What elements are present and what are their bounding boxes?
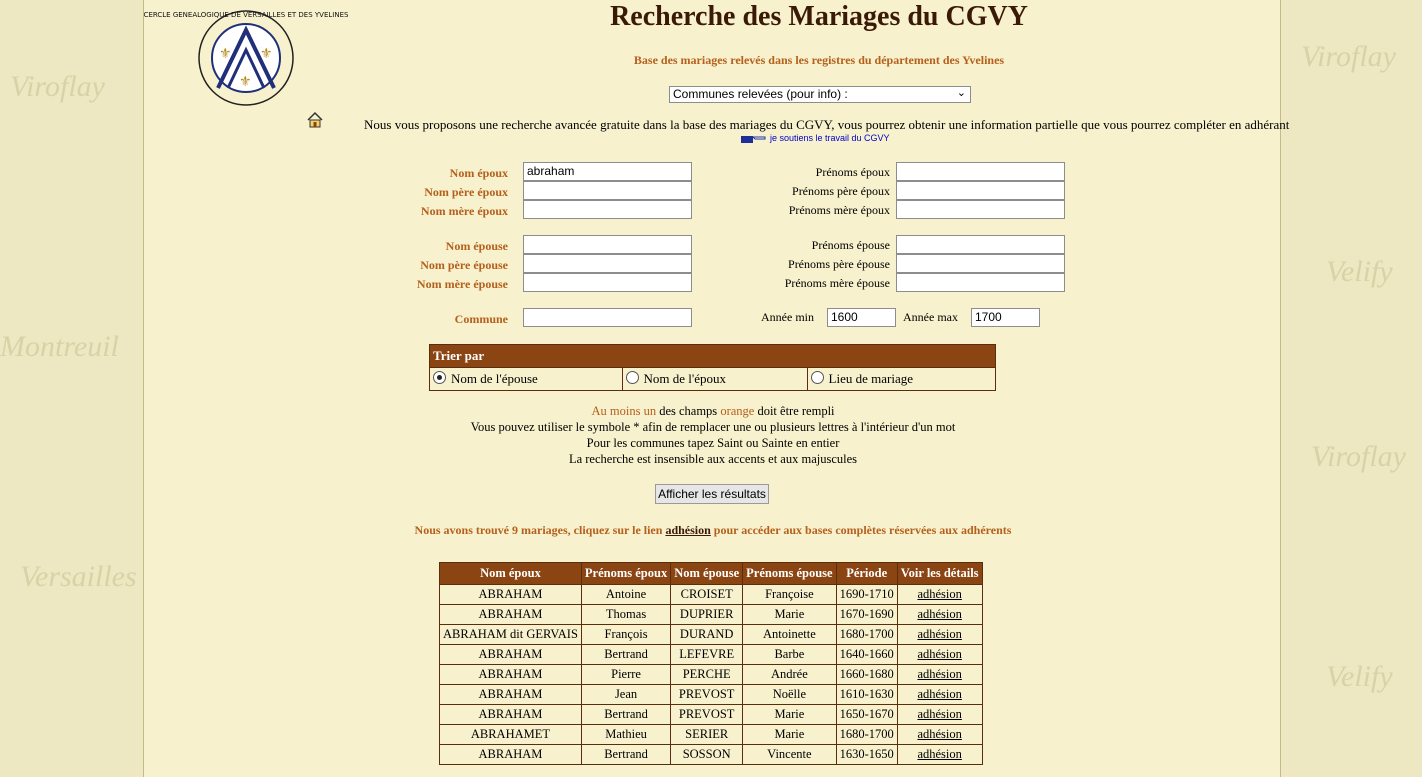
sort-option-label: Lieu de mariage <box>828 371 914 386</box>
help-line-3: Pour les communes tapez Saint ou Sainte en entier <box>586 436 840 450</box>
results-summary-text: Nous avons trouvé 9 mariages, cliquez sur le lien <box>414 523 666 537</box>
support-link-label: je soutiens le travail du CGVY <box>770 133 890 143</box>
help-highlight: Au moins un <box>591 404 657 418</box>
cell-nom-epoux: ABRAHAM <box>440 705 582 725</box>
cell-prenoms-epouse: Marie <box>743 705 836 725</box>
commune-input[interactable] <box>523 308 692 327</box>
table-row <box>440 585 983 605</box>
intro-text: Nous vous proposons une recherche avancée gratuite dans la base des mariages du CGVY, vous pourrez obtenir une information partielle que vous pourrez compléter en adhérant <box>364 117 1290 132</box>
nom-epouse-label: Nom épouse <box>445 239 508 253</box>
sort-option-label: Nom de l'épouse <box>451 371 538 386</box>
sort-option-nom-epouse[interactable] <box>430 368 623 391</box>
adhesion-link[interactable]: adhésion <box>917 747 962 761</box>
annee-min-input[interactable]: 1600 <box>827 308 896 327</box>
cell-nom-epoux: ABRAHAM dit GERVAIS <box>440 625 582 645</box>
adhesion-link[interactable]: adhésion <box>917 707 962 721</box>
cell-nom-epouse: LEFEVRE <box>671 645 743 665</box>
radio-icon[interactable] <box>626 371 639 384</box>
cell-prenoms-epouse: Françoise <box>743 585 836 605</box>
col-nom-epouse: Nom épouse <box>671 563 743 585</box>
cell-nom-epoux: ABRAHAM <box>440 745 582 765</box>
nom-pere-epouse-label: Nom père épouse <box>420 258 508 272</box>
cell-prenoms-epouse: Marie <box>743 725 836 745</box>
table-row <box>440 605 983 625</box>
cell-nom-epoux: ABRAHAM <box>440 665 582 685</box>
page-subtitle: Base des mariages relevés dans les registres du département des Yvelines <box>633 53 1005 67</box>
cell-prenoms-epouse: Barbe <box>743 645 836 665</box>
table-row <box>440 705 983 725</box>
map-decoration: Velify <box>1326 255 1393 288</box>
cell-prenoms-epoux: Jean <box>581 685 670 705</box>
cell-nom-epouse: PERCHE <box>671 665 743 685</box>
cell-details <box>897 605 982 625</box>
prenoms-pere-epoux-label: Prénoms père époux <box>792 184 890 198</box>
nom-mere-epoux-input[interactable] <box>523 200 692 219</box>
cell-nom-epouse: PREVOST <box>671 685 743 705</box>
help-highlight: orange <box>720 404 755 418</box>
map-decoration: Versailles <box>20 560 137 593</box>
table-row <box>440 625 983 645</box>
support-link[interactable] <box>741 133 890 144</box>
cell-details <box>897 705 982 725</box>
pointing-hand-icon <box>741 134 767 144</box>
right-background-map <box>1281 0 1422 777</box>
chevron-down-icon: ⌄ <box>956 87 966 99</box>
results-summary-text: pour accéder aux bases complètes réservées aux adhérents <box>710 523 1012 537</box>
cell-periode: 1660-1680 <box>836 665 897 685</box>
adhesion-link[interactable]: adhésion <box>917 607 962 621</box>
cell-details <box>897 685 982 705</box>
nom-mere-epouse-label: Nom mère épouse <box>416 277 508 291</box>
cell-prenoms-epoux: François <box>581 625 670 645</box>
sort-option-label: Nom de l'époux <box>643 371 726 386</box>
sort-options <box>429 344 996 391</box>
fleur-de-lis-icon: ⚜ <box>219 46 232 62</box>
annee-max-label: Année max <box>903 310 958 324</box>
cell-nom-epouse: PREVOST <box>671 705 743 725</box>
annee-max-input[interactable]: 1700 <box>971 308 1040 327</box>
communes-select-value: Communes relevées (pour info) : <box>673 87 848 101</box>
prenoms-epouse-input[interactable] <box>896 235 1065 254</box>
prenoms-mere-epoux-input[interactable] <box>896 200 1065 219</box>
map-decoration: Viroflay <box>10 70 105 103</box>
prenoms-epoux-label: Prénoms époux <box>815 165 890 179</box>
cell-details <box>897 665 982 685</box>
table-row <box>440 725 983 745</box>
cell-prenoms-epoux: Antoine <box>581 585 670 605</box>
prenoms-epoux-input[interactable] <box>896 162 1065 181</box>
adhesion-link[interactable]: adhésion <box>917 727 962 741</box>
sort-title: Trier par <box>430 345 996 368</box>
cell-nom-epouse: SERIER <box>671 725 743 745</box>
adhesion-link[interactable]: adhésion <box>917 627 962 641</box>
fleur-de-lis-icon: ⚜ <box>239 74 252 90</box>
cell-prenoms-epoux: Thomas <box>581 605 670 625</box>
col-nom-epoux: Nom époux <box>440 563 582 585</box>
nom-mere-epouse-input[interactable] <box>523 273 692 292</box>
nom-epoux-input[interactable]: abraham <box>523 162 692 181</box>
adhesion-link[interactable]: adhésion <box>917 667 962 681</box>
nom-epouse-input[interactable] <box>523 235 692 254</box>
cell-nom-epouse: CROISET <box>671 585 743 605</box>
help-text: doit être rempli <box>754 404 835 418</box>
prenoms-pere-epoux-input[interactable] <box>896 181 1065 200</box>
cell-details <box>897 585 982 605</box>
search-help <box>144 403 1282 467</box>
col-periode: Période <box>836 563 897 585</box>
cell-prenoms-epoux: Pierre <box>581 665 670 685</box>
table-row <box>440 685 983 705</box>
cell-prenoms-epouse: Noëlle <box>743 685 836 705</box>
cell-periode: 1670-1690 <box>836 605 897 625</box>
help-line-4: La recherche est insensible aux accents et aux majuscules <box>568 452 858 466</box>
cell-prenoms-epouse: Marie <box>743 605 836 625</box>
help-line-1 <box>144 403 1282 419</box>
nom-pere-epouse-input[interactable] <box>523 254 692 273</box>
commune-label: Commune <box>454 312 508 326</box>
cell-periode: 1640-1660 <box>836 645 897 665</box>
main-content <box>143 0 1290 777</box>
communes-select[interactable] <box>669 86 971 103</box>
show-results-button[interactable]: Afficher les résultats <box>655 484 769 504</box>
prenoms-pere-epouse-input[interactable] <box>896 254 1065 273</box>
cell-prenoms-epoux: Bertrand <box>581 705 670 725</box>
cell-nom-epouse: SOSSON <box>671 745 743 765</box>
adhesion-link[interactable]: adhésion <box>917 587 962 601</box>
table-row <box>440 665 983 685</box>
help-line-2: Vous pouvez utiliser le symbole * afin de remplacer une ou plusieurs lettres à l'intérieur d'un mot <box>470 420 956 434</box>
cell-prenoms-epouse: Andrée <box>743 665 836 685</box>
cell-periode: 1610-1630 <box>836 685 897 705</box>
nom-mere-epoux-label: Nom mère époux <box>420 204 508 218</box>
table-row <box>440 645 983 665</box>
sort-option-nom-epoux[interactable] <box>622 368 807 391</box>
radio-icon[interactable] <box>811 371 824 384</box>
cell-details <box>897 725 982 745</box>
help-text: des champs <box>656 404 721 418</box>
table-row <box>440 745 983 765</box>
prenoms-pere-epouse-label: Prénoms père épouse <box>788 257 890 271</box>
cell-details <box>897 625 982 645</box>
cell-nom-epouse: DURAND <box>671 625 743 645</box>
adhesion-link[interactable]: adhésion <box>917 647 962 661</box>
map-decoration: Viroflay <box>1301 40 1396 73</box>
home-icon[interactable] <box>306 111 324 129</box>
cell-nom-epoux: ABRAHAM <box>440 605 582 625</box>
prenoms-epouse-label: Prénoms épouse <box>811 238 890 252</box>
results-table <box>439 562 983 765</box>
cell-nom-epoux: ABRAHAM <box>440 685 582 705</box>
col-prenoms-epouse: Prénoms épouse <box>743 563 836 585</box>
cell-periode: 1650-1670 <box>836 705 897 725</box>
annee-min-label: Année min <box>761 310 814 324</box>
cell-prenoms-epouse: Vincente <box>743 745 836 765</box>
left-background-map <box>0 0 143 777</box>
map-decoration: Viroflay <box>1311 440 1406 473</box>
cell-nom-epoux: ABRAHAMET <box>440 725 582 745</box>
cell-prenoms-epouse: Antoinette <box>743 625 836 645</box>
cell-prenoms-epoux: Mathieu <box>581 725 670 745</box>
page-title: Recherche des Mariages du CGVY <box>610 1 1028 32</box>
sort-option-lieu-mariage[interactable] <box>807 368 995 391</box>
prenoms-mere-epoux-label: Prénoms mère époux <box>788 203 890 217</box>
cell-periode: 1630-1650 <box>836 745 897 765</box>
col-details: Voir les détails <box>897 563 982 585</box>
map-decoration: Velify <box>1326 660 1393 693</box>
col-prenoms-epoux: Prénoms époux <box>581 563 670 585</box>
map-decoration: Montreuil <box>0 330 119 363</box>
cell-prenoms-epoux: Bertrand <box>581 745 670 765</box>
prenoms-mere-epouse-input[interactable] <box>896 273 1065 292</box>
logo-text: CERCLE GENEALOGIQUE DE VERSAILLES ET DES YVELINES <box>143 11 349 19</box>
cell-nom-epoux: ABRAHAM <box>440 585 582 605</box>
prenoms-mere-epouse-label: Prénoms mère épouse <box>784 276 890 290</box>
adhesion-link[interactable]: adhésion <box>917 687 962 701</box>
cell-periode: 1680-1700 <box>836 725 897 745</box>
nom-pere-epoux-label: Nom père époux <box>424 185 508 199</box>
results-header-row <box>440 563 983 585</box>
cell-details <box>897 645 982 665</box>
adhesion-link[interactable]: adhésion <box>665 523 711 537</box>
cell-periode: 1680-1700 <box>836 625 897 645</box>
cell-nom-epoux: ABRAHAM <box>440 645 582 665</box>
nom-epoux-label: Nom époux <box>449 166 508 180</box>
nom-pere-epoux-input[interactable] <box>523 181 692 200</box>
cell-details <box>897 745 982 765</box>
cell-nom-epouse: DUPRIER <box>671 605 743 625</box>
radio-selected-icon[interactable] <box>433 371 446 384</box>
fleur-de-lis-icon: ⚜ <box>260 46 273 62</box>
results-summary <box>144 523 1282 538</box>
cell-periode: 1690-1710 <box>836 585 897 605</box>
cell-prenoms-epoux: Bertrand <box>581 645 670 665</box>
